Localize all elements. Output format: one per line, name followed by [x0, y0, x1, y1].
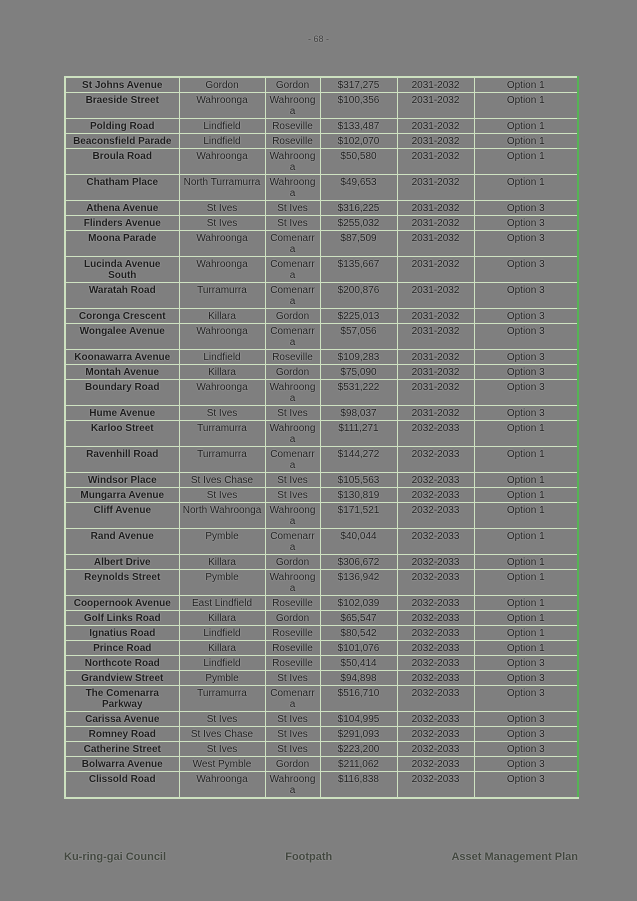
table-row — [65, 134, 578, 149]
option-cell: Option 3 — [474, 742, 578, 757]
suburb-cell: Wahroonga — [179, 324, 265, 350]
suburb-cell: Wahroonga — [179, 257, 265, 283]
period-cell: 2031-2032 — [397, 149, 474, 175]
suburb-cell: Turramurra — [179, 447, 265, 473]
footer-document-name: Footpath — [285, 851, 333, 863]
suburb-cell: Lindfield — [179, 134, 265, 149]
street-name-cell: Waratah Road — [65, 283, 179, 309]
suburb-cell: St Ives Chase — [179, 473, 265, 488]
period-cell: 2032-2033 — [397, 656, 474, 671]
cost-cell: $75,090 — [320, 365, 397, 380]
option-cell: Option 1 — [474, 149, 578, 175]
street-name-cell: Golf Links Road — [65, 611, 179, 626]
option-cell: Option 3 — [474, 216, 578, 231]
suburb-cell: Killara — [179, 309, 265, 324]
cost-cell: $111,271 — [320, 421, 397, 447]
option-cell: Option 3 — [474, 406, 578, 421]
table-row — [65, 772, 578, 799]
option-cell: Option 3 — [474, 671, 578, 686]
cost-cell: $316,225 — [320, 201, 397, 216]
cost-cell: $291,093 — [320, 727, 397, 742]
table-row — [65, 119, 578, 134]
cost-cell: $116,838 — [320, 772, 397, 799]
option-cell: Option 3 — [474, 283, 578, 309]
street-name-cell: Mungarra Avenue — [65, 488, 179, 503]
cost-cell: $200,876 — [320, 283, 397, 309]
option-cell: Option 1 — [474, 570, 578, 596]
option-cell: Option 1 — [474, 447, 578, 473]
suburb-cell: St Ives — [179, 216, 265, 231]
option-cell: Option 1 — [474, 488, 578, 503]
option-cell: Option 3 — [474, 257, 578, 283]
street-name-cell: Clissold Road — [65, 772, 179, 799]
period-cell: 2032-2033 — [397, 686, 474, 712]
street-name-cell: Bolwarra Avenue — [65, 757, 179, 772]
ward-cell: Wahroonga — [265, 175, 320, 201]
cost-cell: $135,667 — [320, 257, 397, 283]
suburb-cell: St Ives — [179, 201, 265, 216]
option-cell: Option 1 — [474, 77, 578, 93]
table-row — [65, 77, 578, 93]
table-row — [65, 529, 578, 555]
option-cell: Option 1 — [474, 473, 578, 488]
option-cell: Option 3 — [474, 231, 578, 257]
table-row — [65, 257, 578, 283]
table-row — [65, 656, 578, 671]
ward-cell: Comenarra — [265, 324, 320, 350]
option-cell: Option 1 — [474, 175, 578, 201]
option-cell: Option 1 — [474, 119, 578, 134]
street-name-cell: Lucinda Avenue South — [65, 257, 179, 283]
period-cell: 2032-2033 — [397, 712, 474, 727]
period-cell: 2032-2033 — [397, 641, 474, 656]
table-row — [65, 149, 578, 175]
option-cell: Option 3 — [474, 350, 578, 365]
suburb-cell: Wahroonga — [179, 231, 265, 257]
option-cell: Option 1 — [474, 626, 578, 641]
suburb-cell: Pymble — [179, 570, 265, 596]
option-cell: Option 3 — [474, 757, 578, 772]
period-cell: 2031-2032 — [397, 406, 474, 421]
cost-cell: $223,200 — [320, 742, 397, 757]
cost-cell: $306,672 — [320, 555, 397, 570]
period-cell: 2032-2033 — [397, 421, 474, 447]
page-number: - 68 - — [307, 34, 329, 44]
option-cell: Option 3 — [474, 201, 578, 216]
table-row — [65, 611, 578, 626]
street-name-cell: Boundary Road — [65, 380, 179, 406]
cost-cell: $211,062 — [320, 757, 397, 772]
table-row — [65, 231, 578, 257]
ward-cell: Gordon — [265, 611, 320, 626]
option-cell: Option 1 — [474, 93, 578, 119]
suburb-cell: Wahroonga — [179, 93, 265, 119]
street-name-cell: Ravenhill Road — [65, 447, 179, 473]
street-name-cell: Koonawarra Avenue — [65, 350, 179, 365]
table-row — [65, 555, 578, 570]
street-name-cell: Polding Road — [65, 119, 179, 134]
ward-cell: Gordon — [265, 365, 320, 380]
table-row — [65, 283, 578, 309]
ward-cell: Roseville — [265, 134, 320, 149]
ward-cell: St Ives — [265, 201, 320, 216]
cost-cell: $101,076 — [320, 641, 397, 656]
period-cell: 2032-2033 — [397, 555, 474, 570]
suburb-cell: Lindfield — [179, 626, 265, 641]
option-cell: Option 3 — [474, 380, 578, 406]
period-cell: 2031-2032 — [397, 201, 474, 216]
street-name-cell: Montah Avenue — [65, 365, 179, 380]
period-cell: 2031-2032 — [397, 231, 474, 257]
suburb-cell: North Wahroonga — [179, 503, 265, 529]
ward-cell: Wahroonga — [265, 149, 320, 175]
option-cell: Option 3 — [474, 772, 578, 799]
table-row — [65, 626, 578, 641]
period-cell: 2031-2032 — [397, 324, 474, 350]
cost-cell: $50,580 — [320, 149, 397, 175]
ward-cell: Wahroonga — [265, 421, 320, 447]
suburb-cell: Killara — [179, 555, 265, 570]
cost-cell: $136,942 — [320, 570, 397, 596]
period-cell: 2031-2032 — [397, 134, 474, 149]
street-name-cell: Reynolds Street — [65, 570, 179, 596]
table-row — [65, 473, 578, 488]
table-row — [65, 712, 578, 727]
period-cell: 2031-2032 — [397, 380, 474, 406]
suburb-cell: Wahroonga — [179, 149, 265, 175]
street-name-cell: Windsor Place — [65, 473, 179, 488]
table-row — [65, 421, 578, 447]
ward-cell: Roseville — [265, 596, 320, 611]
table-row — [65, 757, 578, 772]
suburb-cell: Killara — [179, 611, 265, 626]
cost-cell: $57,056 — [320, 324, 397, 350]
period-cell: 2032-2033 — [397, 570, 474, 596]
suburb-cell: East Lindfield — [179, 596, 265, 611]
ward-cell: St Ives — [265, 671, 320, 686]
cost-cell: $105,563 — [320, 473, 397, 488]
page-footer — [64, 851, 578, 863]
cost-cell: $130,819 — [320, 488, 397, 503]
ward-cell: Gordon — [265, 555, 320, 570]
table-row — [65, 93, 578, 119]
period-cell: 2031-2032 — [397, 93, 474, 119]
suburb-cell: Wahroonga — [179, 380, 265, 406]
period-cell: 2032-2033 — [397, 671, 474, 686]
period-cell: 2031-2032 — [397, 77, 474, 93]
period-cell: 2032-2033 — [397, 626, 474, 641]
cost-cell: $102,070 — [320, 134, 397, 149]
table-row — [65, 201, 578, 216]
period-cell: 2032-2033 — [397, 596, 474, 611]
period-cell: 2031-2032 — [397, 119, 474, 134]
street-name-cell: St Johns Avenue — [65, 77, 179, 93]
cost-cell: $94,898 — [320, 671, 397, 686]
cost-cell: $171,521 — [320, 503, 397, 529]
table-row — [65, 570, 578, 596]
cost-cell: $50,414 — [320, 656, 397, 671]
cost-cell: $49,653 — [320, 175, 397, 201]
ward-cell: St Ives — [265, 742, 320, 757]
ward-cell: Comenarra — [265, 283, 320, 309]
table-row — [65, 406, 578, 421]
option-cell: Option 3 — [474, 309, 578, 324]
cost-cell: $80,542 — [320, 626, 397, 641]
street-name-cell: Hume Avenue — [65, 406, 179, 421]
cost-cell: $109,283 — [320, 350, 397, 365]
ward-cell: Roseville — [265, 119, 320, 134]
ward-cell: Wahroonga — [265, 380, 320, 406]
ward-cell: Wahroonga — [265, 93, 320, 119]
table-row — [65, 742, 578, 757]
footpath-works-table — [64, 76, 579, 799]
option-cell: Option 1 — [474, 555, 578, 570]
option-cell: Option 3 — [474, 712, 578, 727]
ward-cell: Wahroonga — [265, 570, 320, 596]
suburb-cell: Lindfield — [179, 119, 265, 134]
street-name-cell: Athena Avenue — [65, 201, 179, 216]
ward-cell: Roseville — [265, 641, 320, 656]
street-name-cell: Northcote Road — [65, 656, 179, 671]
street-name-cell: Grandview Street — [65, 671, 179, 686]
period-cell: 2032-2033 — [397, 757, 474, 772]
suburb-cell: St Ives — [179, 488, 265, 503]
table-row — [65, 324, 578, 350]
suburb-cell: Killara — [179, 365, 265, 380]
suburb-cell: Wahroonga — [179, 772, 265, 799]
street-name-cell: Ignatius Road — [65, 626, 179, 641]
street-name-cell: Karloo Street — [65, 421, 179, 447]
suburb-cell: Lindfield — [179, 350, 265, 365]
cost-cell: $133,487 — [320, 119, 397, 134]
suburb-cell: Turramurra — [179, 686, 265, 712]
cost-cell: $255,032 — [320, 216, 397, 231]
table-row — [65, 309, 578, 324]
cost-cell: $87,509 — [320, 231, 397, 257]
period-cell: 2031-2032 — [397, 175, 474, 201]
option-cell: Option 1 — [474, 596, 578, 611]
suburb-cell: Pymble — [179, 671, 265, 686]
option-cell: Option 1 — [474, 529, 578, 555]
street-name-cell: Albert Drive — [65, 555, 179, 570]
table-row — [65, 175, 578, 201]
table-row — [65, 447, 578, 473]
table-row — [65, 365, 578, 380]
ward-cell: Roseville — [265, 656, 320, 671]
table-row — [65, 686, 578, 712]
ward-cell: Comenarra — [265, 686, 320, 712]
ward-cell: St Ives — [265, 406, 320, 421]
option-cell: Option 3 — [474, 727, 578, 742]
period-cell: 2032-2033 — [397, 488, 474, 503]
table-row — [65, 727, 578, 742]
option-cell: Option 3 — [474, 365, 578, 380]
street-name-cell: Catherine Street — [65, 742, 179, 757]
street-name-cell: Flinders Avenue — [65, 216, 179, 231]
period-cell: 2032-2033 — [397, 727, 474, 742]
cost-cell: $65,547 — [320, 611, 397, 626]
option-cell: Option 1 — [474, 641, 578, 656]
ward-cell: St Ives — [265, 712, 320, 727]
period-cell: 2032-2033 — [397, 473, 474, 488]
ward-cell: Wahroonga — [265, 503, 320, 529]
period-cell: 2032-2033 — [397, 503, 474, 529]
footer-plan-name: Asset Management Plan — [451, 851, 578, 863]
option-cell: Option 1 — [474, 134, 578, 149]
suburb-cell: St Ives — [179, 406, 265, 421]
ward-cell: Wahroonga — [265, 772, 320, 799]
suburb-cell: St Ives Chase — [179, 727, 265, 742]
ward-cell: St Ives — [265, 216, 320, 231]
table-body — [65, 77, 578, 798]
period-cell: 2031-2032 — [397, 350, 474, 365]
period-cell: 2032-2033 — [397, 611, 474, 626]
ward-cell: Roseville — [265, 350, 320, 365]
cost-cell: $102,039 — [320, 596, 397, 611]
table-row — [65, 503, 578, 529]
table-row — [65, 641, 578, 656]
cost-cell: $100,356 — [320, 93, 397, 119]
ward-cell: Comenarra — [265, 231, 320, 257]
period-cell: 2032-2033 — [397, 529, 474, 555]
suburb-cell: Turramurra — [179, 283, 265, 309]
cost-cell: $40,044 — [320, 529, 397, 555]
street-name-cell: Coronga Crescent — [65, 309, 179, 324]
cost-cell: $317,275 — [320, 77, 397, 93]
ward-cell: Gordon — [265, 309, 320, 324]
period-cell: 2031-2032 — [397, 365, 474, 380]
suburb-cell: North Turramurra — [179, 175, 265, 201]
suburb-cell: Killara — [179, 641, 265, 656]
ward-cell: St Ives — [265, 473, 320, 488]
ward-cell: Roseville — [265, 626, 320, 641]
street-name-cell: Chatham Place — [65, 175, 179, 201]
ward-cell: Gordon — [265, 757, 320, 772]
table-row — [65, 671, 578, 686]
ward-cell: Gordon — [265, 77, 320, 93]
table-row — [65, 350, 578, 365]
table-row — [65, 488, 578, 503]
ward-cell: St Ives — [265, 488, 320, 503]
option-cell: Option 3 — [474, 686, 578, 712]
footer-council-name: Ku-ring-gai Council — [64, 851, 167, 863]
cost-cell: $98,037 — [320, 406, 397, 421]
cost-cell: $225,013 — [320, 309, 397, 324]
street-name-cell: Prince Road — [65, 641, 179, 656]
period-cell: 2032-2033 — [397, 772, 474, 799]
suburb-cell: St Ives — [179, 712, 265, 727]
cost-cell: $531,222 — [320, 380, 397, 406]
table-row — [65, 596, 578, 611]
table-row — [65, 216, 578, 231]
cost-cell: $516,710 — [320, 686, 397, 712]
suburb-cell: St Ives — [179, 742, 265, 757]
street-name-cell: Carissa Avenue — [65, 712, 179, 727]
ward-cell: Comenarra — [265, 447, 320, 473]
suburb-cell: West Pymble — [179, 757, 265, 772]
table-row — [65, 380, 578, 406]
option-cell: Option 1 — [474, 421, 578, 447]
period-cell: 2032-2033 — [397, 447, 474, 473]
street-name-cell: Coopernook Avenue — [65, 596, 179, 611]
ward-cell: Comenarra — [265, 257, 320, 283]
option-cell: Option 1 — [474, 611, 578, 626]
ward-cell: St Ives — [265, 727, 320, 742]
cost-cell: $104,995 — [320, 712, 397, 727]
suburb-cell: Pymble — [179, 529, 265, 555]
street-name-cell: Cliff Avenue — [65, 503, 179, 529]
period-cell: 2031-2032 — [397, 257, 474, 283]
street-name-cell: Wongalee Avenue — [65, 324, 179, 350]
cost-cell: $144,272 — [320, 447, 397, 473]
street-name-cell: Moona Parade — [65, 231, 179, 257]
period-cell: 2031-2032 — [397, 309, 474, 324]
street-name-cell: The Comenarra Parkway — [65, 686, 179, 712]
street-name-cell: Braeside Street — [65, 93, 179, 119]
suburb-cell: Turramurra — [179, 421, 265, 447]
street-name-cell: Romney Road — [65, 727, 179, 742]
period-cell: 2031-2032 — [397, 283, 474, 309]
street-name-cell: Broula Road — [65, 149, 179, 175]
period-cell: 2032-2033 — [397, 742, 474, 757]
suburb-cell: Lindfield — [179, 656, 265, 671]
option-cell: Option 3 — [474, 324, 578, 350]
street-name-cell: Rand Avenue — [65, 529, 179, 555]
street-name-cell: Beaconsfield Parade — [65, 134, 179, 149]
option-cell: Option 3 — [474, 656, 578, 671]
option-cell: Option 1 — [474, 503, 578, 529]
ward-cell: Comenarra — [265, 529, 320, 555]
suburb-cell: Gordon — [179, 77, 265, 93]
period-cell: 2031-2032 — [397, 216, 474, 231]
